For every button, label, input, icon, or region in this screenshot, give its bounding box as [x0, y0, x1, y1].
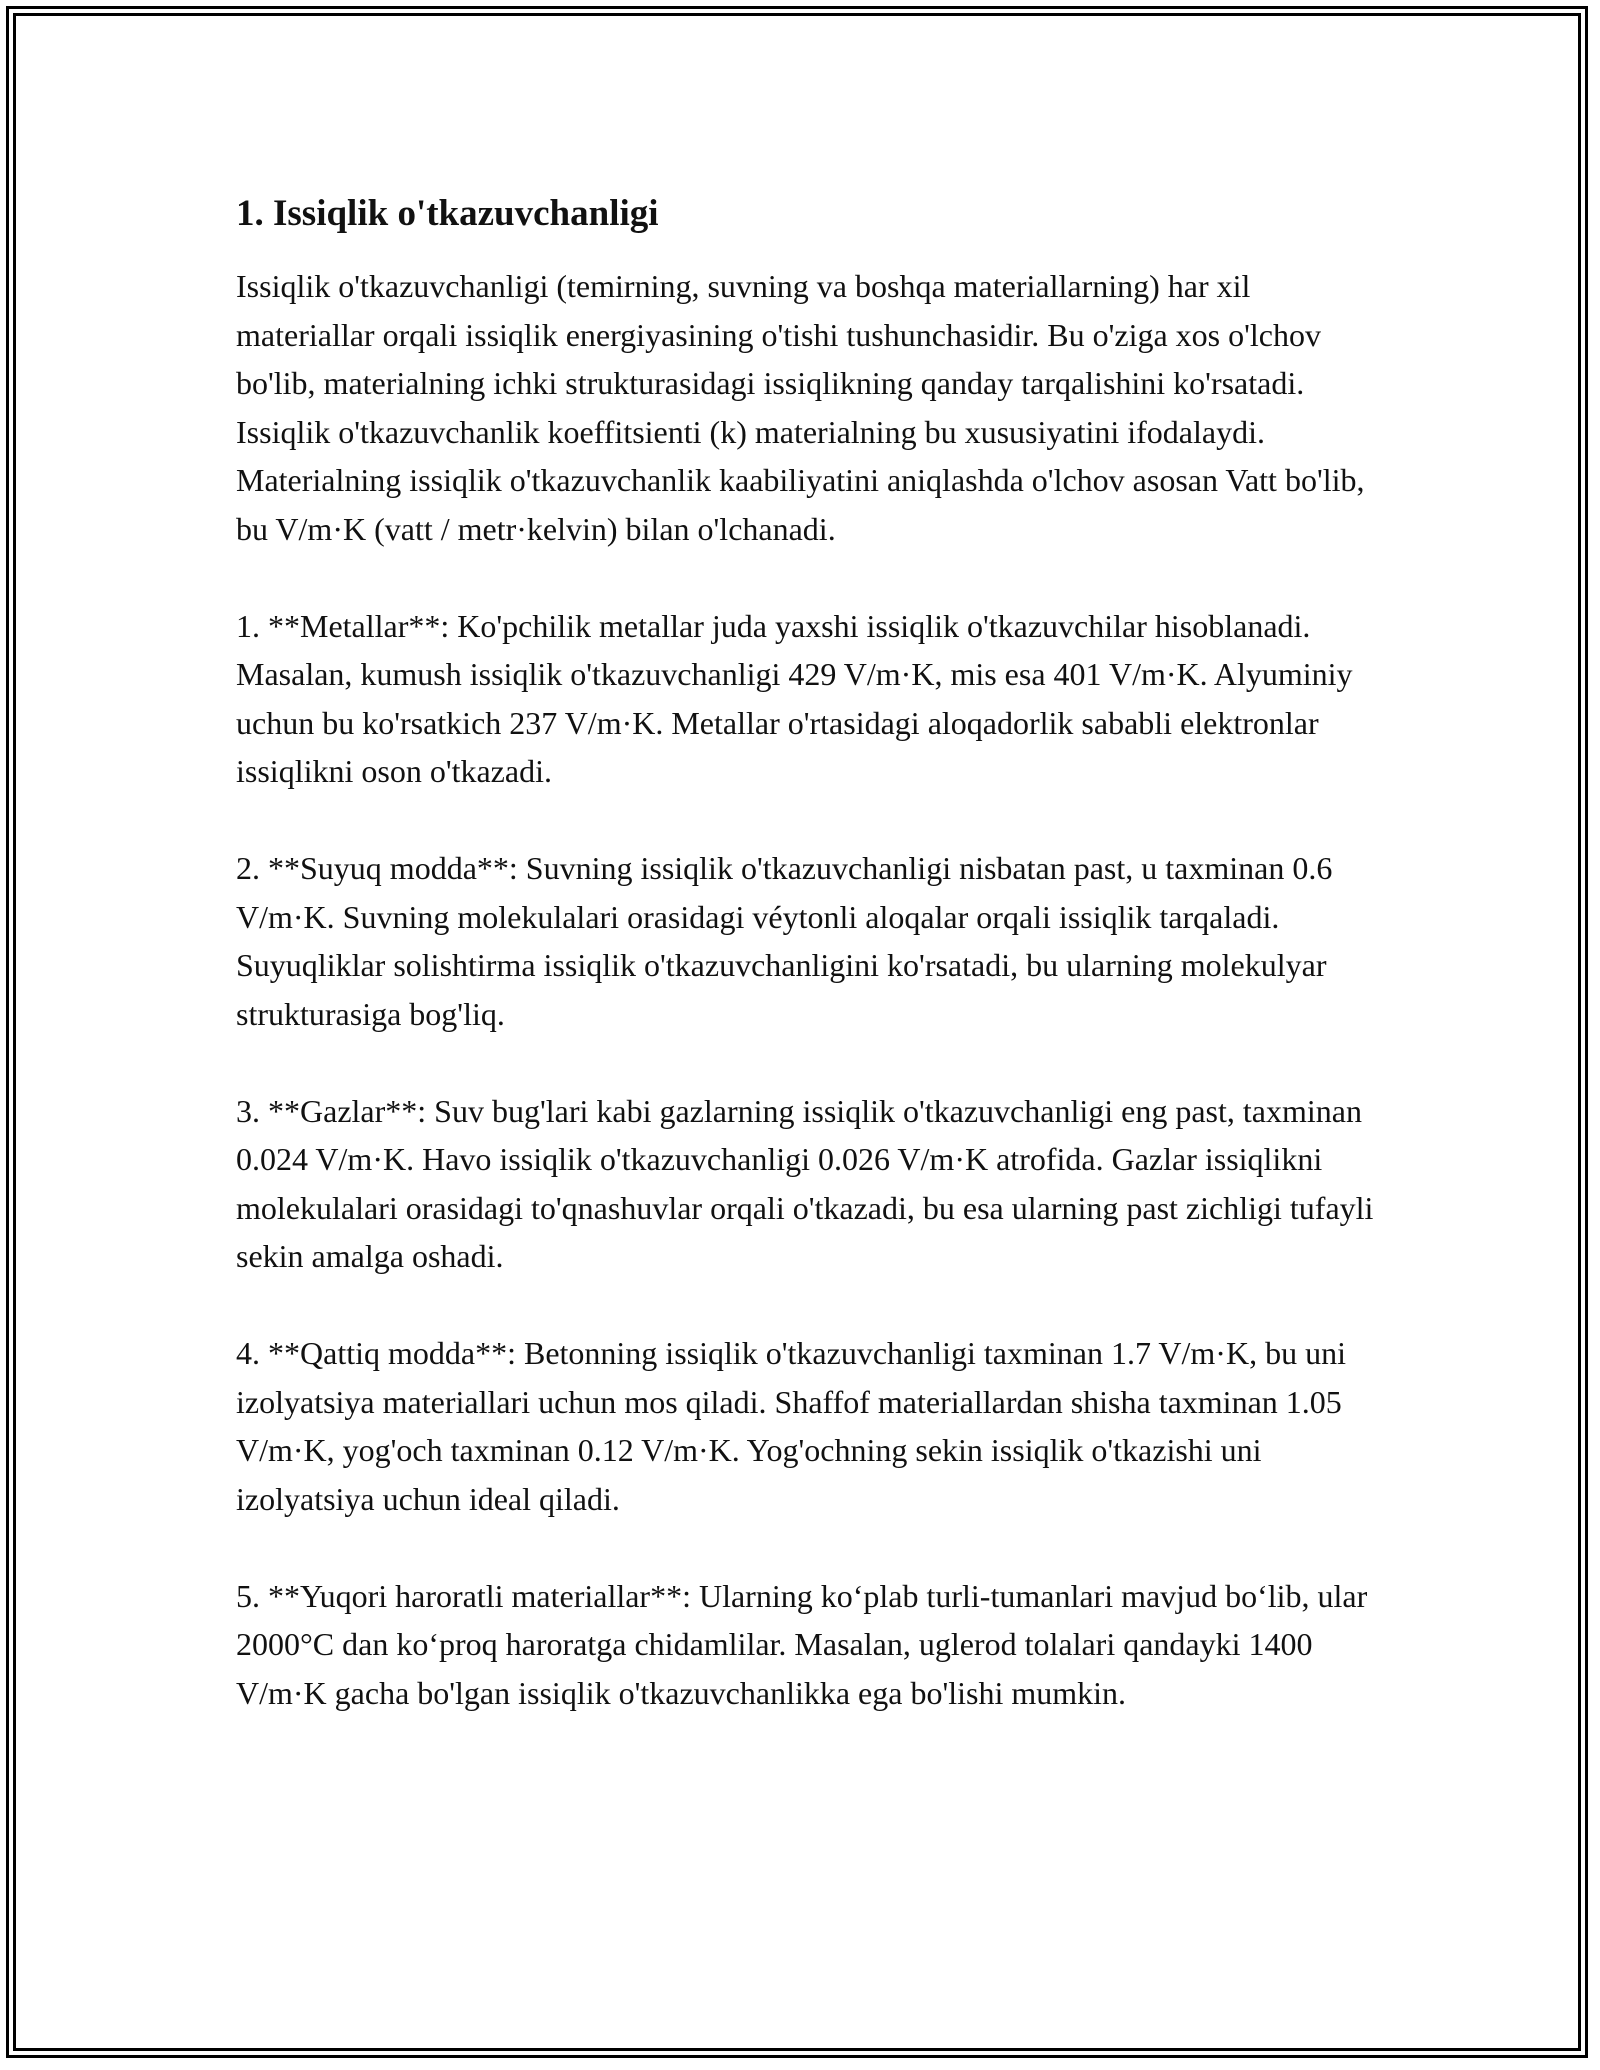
list-item-metals: 1. **Metallar**: Ko'pchilik metallar juda yaxshi issiqlik o'tkazuvchilar hisoblanadi. Masalan, kumush issiqlik o'tkazuvchanligi 429 V/m·K, mis esa 401 V/m·K. Alyuminiy uchun bu ko'rsatkich 237 V/m·K. Metallar o'rtasidagi aloqadorlik sababli elektronlar issiqlikni oson o'tkazadi. — [236, 607, 1353, 789]
list-item-solids: 4. **Qattiq modda**: Betonning issiqlik o'tkazuvchanligi taxminan 1.7 V/m·K, bu uni izolyatsiya materiallari uchun mos qiladi. Shaffof materiallardan shisha taxminan 1.05 V/m·K, yog'och taxminan 0.12 V/m·K. Yog'ochning sekin issiqlik o'tkazishi uni izolyatsiya uchun ideal qiladi. — [236, 1335, 1346, 1517]
list-item-gases: 3. **Gazlar**: Suv bug'lari kabi gazlarning issiqlik o'tkazuvchanligi eng past, taxminan 0.024 V/m·K. Havo issiqlik o'tkazuvchanligi 0.026 V/m·K atrofida. Gazlar issiqlikni molekulalari orasidagi to'qnashuvlar orqali o'tkazadi, bu esa ularning past zichligi tufayli sekin amalga oshadi. — [236, 1092, 1374, 1274]
intro-paragraph: Issiqlik o'tkazuvchanligi (temirning, suvning va boshqa materiallarning) har xil materiallar orqali issiqlik energiyasining o'tishi tushunchasidir. Bu o'ziga xos o'lchov bo'lib, materialning ichki strukturasidagi issiqlikning qanday tarqalishini ko'rsatadi. Issiqlik o'tkazuvchanlik koeffitsienti (k) materialning bu xususiyatini ifodalaydi. Materialning issiqlik o'tkazuvchanlik kaabiliyatini aniqlashda o'lchov asosan Vatt bo'lib, bu V/m·K (vatt / metr·kelvin) bilan o'lchanadi. — [236, 268, 1365, 547]
list-item-high-temperature-materials: 5. **Yuqori haroratli materiallar**: Ularning ko‘plab turli-tumanlari mavjud bo‘lib, ular 2000°C dan ko‘proq haroratga chidamlilar. Masalan, uglerod tolalari qandayki 1400 V/m·K gacha bo'lgan issiqlik o'tkazuvchanlikka ega bo'lishi mumkin. — [236, 1577, 1368, 1711]
list-item-liquids: 2. **Suyuq modda**: Suvning issiqlik o'tkazuvchanligi nisbatan past, u taxminan 0.6 V/m·K. Suvning molekulalari orasidagi véytonli aloqalar orqali issiqlik tarqaladi. Suyuqliklar solishtirma issiqlik o'tkazuvchanligini ko'rsatadi, bu ularning molekulyar strukturasiga bog'liq. — [236, 850, 1333, 1032]
section-heading: 1. Issiqlik o'tkazuvchanligi — [236, 193, 659, 234]
document-body — [236, 190, 1376, 1717]
